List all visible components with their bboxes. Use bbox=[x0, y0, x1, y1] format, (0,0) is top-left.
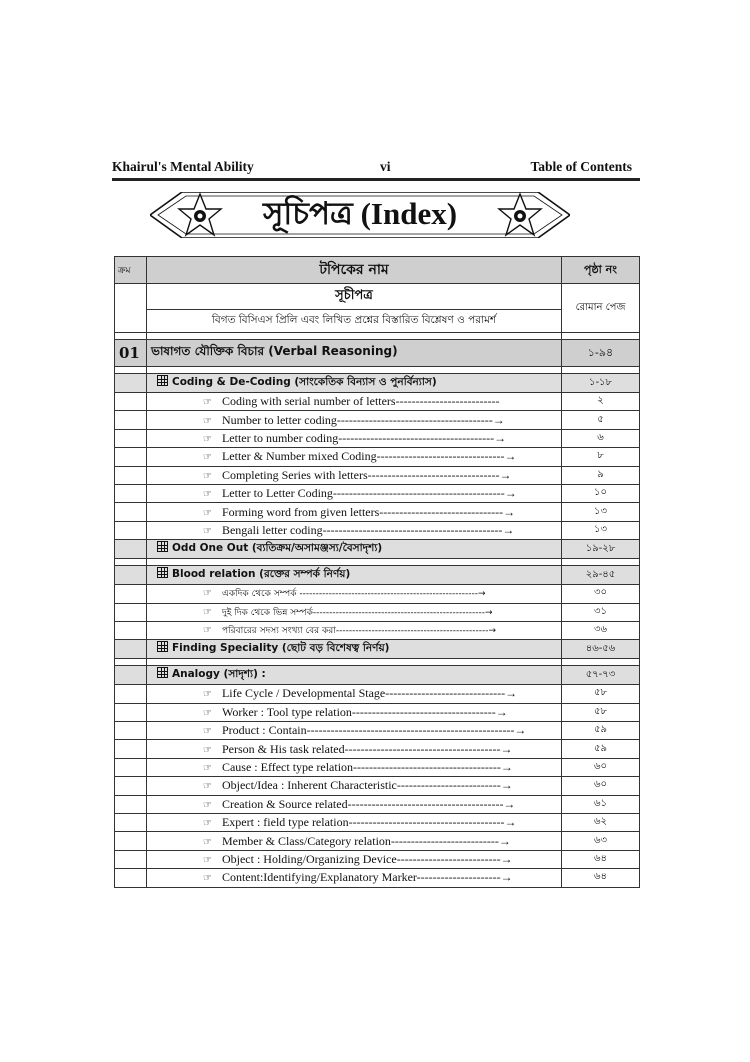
pointing-hand-icon: ☞ bbox=[203, 606, 212, 618]
pointing-hand-icon: ☞ bbox=[203, 625, 212, 637]
pointing-hand-icon: ☞ bbox=[203, 415, 212, 427]
index-row-title: সূচীপত্র bbox=[147, 284, 562, 310]
section-page: ৫৭-৭৩ bbox=[562, 666, 640, 685]
pointing-hand-icon: ☞ bbox=[203, 763, 212, 775]
pointing-hand-icon: ☞ bbox=[203, 707, 212, 719]
pointing-hand-icon: ☞ bbox=[203, 744, 212, 756]
list-item[interactable]: ☞ Letter & Number mixed Coding--------------------------------→ ৮ bbox=[115, 448, 640, 466]
chapter-row[interactable] bbox=[115, 340, 640, 367]
chapter-page: ১-৯৪ bbox=[562, 340, 640, 367]
section-title: Blood relation (রক্তের সম্পর্ক নির্ণয়) bbox=[172, 567, 351, 580]
list-item[interactable]: ☞ Bengali letter coding---------------------------------------------→ ১৩ bbox=[115, 521, 640, 539]
roman-page-label: রোমান পেজ bbox=[562, 284, 640, 333]
list-item[interactable]: ☞ Product : Contain----------------------------------------------------→ ৫৯ bbox=[115, 722, 640, 740]
section-title: Coding & De-Coding (সাংকেতিক বিন্যাস ও পুনর্বিন্যাস) bbox=[172, 375, 437, 388]
index-title: সূচিপত্র (Index) bbox=[262, 196, 458, 231]
list-item[interactable]: ☞ Forming word from given letters-------------------------------→ ১৩ bbox=[115, 503, 640, 521]
topic-column-header: টপিকের নাম bbox=[147, 257, 562, 284]
pointing-hand-icon: ☞ bbox=[203, 855, 212, 866]
section-page: ২৯-৪৫ bbox=[562, 566, 640, 585]
list-item[interactable]: ☞ Letter to Letter Coding-------------------------------------------→ ১০ bbox=[115, 484, 640, 502]
star-emblem-icon bbox=[179, 194, 221, 235]
list-item[interactable]: ☞ Content:Identifying/Explanatory Marker---------------------→ ৬৪ bbox=[115, 869, 640, 887]
pointing-hand-icon: ☞ bbox=[203, 433, 212, 445]
grid-icon bbox=[157, 567, 168, 578]
serial-column-header: ক্রম bbox=[115, 257, 147, 284]
list-item[interactable]: ☞ Object/Idea : Inherent Characteristic--------------------------→ ৬০ bbox=[115, 777, 640, 795]
pointing-hand-icon: ☞ bbox=[203, 507, 212, 519]
chapter-title: ভাষাগত যৌক্তিক বিচার (Verbal Reasoning) bbox=[147, 340, 562, 367]
index-row-subtitle: বিগত বিসিএস প্রিলি এবং লিখিত প্রশ্নের বিস্তারিত বিশ্লেষণ ও পরামর্শ bbox=[147, 310, 562, 333]
section-row[interactable] bbox=[115, 540, 640, 559]
grid-icon bbox=[157, 375, 168, 386]
list-item[interactable]: ☞ পরিবারের সদস্য সংখ্যা বের করা-----------------------------------------------→ ৩৬ bbox=[115, 621, 640, 639]
pointing-hand-icon: ☞ bbox=[203, 873, 212, 885]
section-title: Analogy (সাদৃশ্য) : bbox=[172, 667, 266, 680]
section-row[interactable] bbox=[115, 566, 640, 585]
index-banner bbox=[150, 192, 570, 238]
list-item[interactable]: ☞ Person & His task related---------------------------------------→ ৫৯ bbox=[115, 740, 640, 758]
list-item[interactable]: ☞ Life Cycle / Developmental Stage------------------------------→ ৫৮ bbox=[115, 685, 640, 703]
list-item[interactable]: ☞ Completing Series with letters---------------------------------→ ৯ bbox=[115, 466, 640, 484]
list-item[interactable]: ☞ Coding with serial number of letters-------------------------- ২ bbox=[115, 393, 640, 411]
table-header-row bbox=[115, 257, 640, 284]
pointing-hand-icon: ☞ bbox=[203, 489, 212, 501]
pointing-hand-icon: ☞ bbox=[203, 525, 212, 537]
pointing-hand-icon: ☞ bbox=[203, 470, 212, 482]
list-item[interactable]: ☞ Object : Holding/Organizing Device--------------------------→ ৬৪ bbox=[115, 850, 640, 868]
section-row[interactable] bbox=[115, 666, 640, 685]
list-item[interactable]: ☞ Expert : field type relation---------------------------------------→ ৬২ bbox=[115, 814, 640, 832]
list-item[interactable]: ☞ Worker : Tool type relation------------------------------------→ ৫৮ bbox=[115, 703, 640, 721]
section-page: ১৯-২৮ bbox=[562, 540, 640, 559]
pointing-hand-icon: ☞ bbox=[203, 726, 212, 738]
book-title: Khairul's Mental Ability bbox=[112, 159, 254, 174]
pointing-hand-icon: ☞ bbox=[203, 689, 212, 701]
pointing-hand-icon: ☞ bbox=[203, 799, 212, 811]
pointing-hand-icon: ☞ bbox=[203, 452, 212, 464]
chapter-number: 01 bbox=[115, 340, 147, 367]
pointing-hand-icon: ☞ bbox=[203, 781, 212, 793]
section-title: Finding Speciality (ছোট বড় বিশেষত্ব নির্ণয়) bbox=[172, 641, 390, 654]
pointing-hand-icon: ☞ bbox=[203, 818, 212, 830]
section-title: Table of Contents bbox=[530, 159, 632, 174]
page-number: vi bbox=[380, 159, 391, 174]
index-row bbox=[115, 284, 640, 310]
grid-icon bbox=[157, 541, 168, 552]
pointing-hand-icon: ☞ bbox=[203, 836, 212, 848]
section-title: Odd One Out (ব্যতিক্রম/অসামঞ্জস্য/বৈসাদৃশ্য) bbox=[172, 541, 383, 554]
list-item[interactable]: ☞ একদিক থেকে সম্পর্ক -------------------------------------------------------→ ৩০ bbox=[115, 585, 640, 603]
pointing-hand-icon: ☞ bbox=[203, 397, 212, 409]
list-item[interactable]: ☞ দুই দিক থেকে ভিন্ন সম্পর্ক-----------------------------------------------------→ ৩১ bbox=[115, 603, 640, 621]
pointing-hand-icon: ☞ bbox=[203, 588, 212, 600]
list-item[interactable]: ☞ Member & Class/Category relation---------------------------→ ৬৩ bbox=[115, 832, 640, 850]
star-emblem-icon bbox=[499, 194, 541, 235]
grid-icon bbox=[157, 641, 168, 652]
section-page: ১-১৮ bbox=[562, 374, 640, 393]
list-item[interactable]: ☞ Cause : Effect type relation-------------------------------------→ ৬০ bbox=[115, 758, 640, 776]
index-subtitle-row bbox=[115, 310, 640, 333]
list-item[interactable]: ☞ Number to letter coding---------------------------------------→ ৫ bbox=[115, 411, 640, 429]
section-row[interactable] bbox=[115, 374, 640, 393]
list-item[interactable]: ☞ Creation & Source related---------------------------------------→ ৬১ bbox=[115, 795, 640, 813]
grid-icon bbox=[157, 667, 168, 678]
section-page: ৪৬-৫৬ bbox=[562, 640, 640, 659]
page-header bbox=[112, 157, 640, 181]
page-column-header: পৃষ্ঠা নং bbox=[562, 257, 640, 284]
section-row[interactable] bbox=[115, 640, 640, 659]
contents-table bbox=[114, 256, 640, 888]
list-item[interactable]: ☞ Letter to number coding---------------------------------------→ ৬ bbox=[115, 429, 640, 447]
